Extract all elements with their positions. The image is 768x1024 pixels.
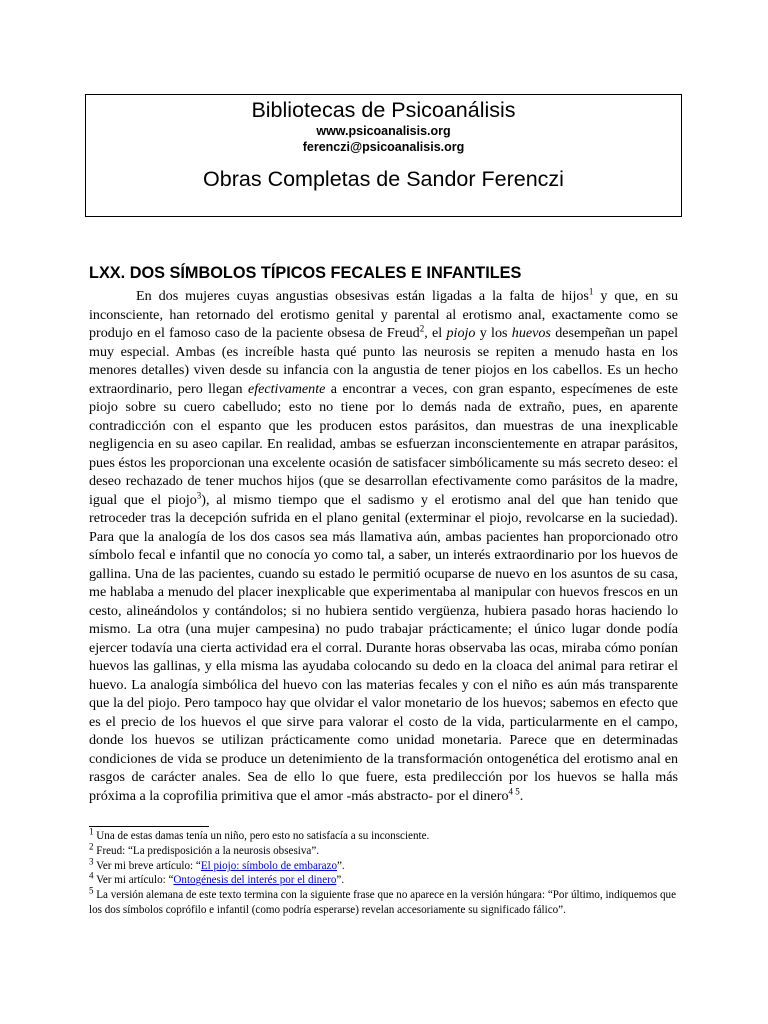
footnote-number: 4 xyxy=(89,870,94,881)
website-url[interactable]: www.psicoanalisis.org xyxy=(316,124,451,138)
chapter-title: LXX. DOS SÍMBOLOS TÍPICOS FECALES E INFANTILES xyxy=(89,264,522,282)
footnote-5 xyxy=(89,885,679,918)
footnote-ref-1[interactable]: 1 xyxy=(588,286,594,297)
library-title: Bibliotecas de Psicoanálisis xyxy=(251,98,516,122)
article-link-dinero[interactable]: Ontogénesis del interés por el dinero xyxy=(173,874,337,887)
footnote-number: 2 xyxy=(89,841,94,852)
body-text-segment: En dos mujeres cuyas angustias obsesivas están ligadas a la falta de hijos xyxy=(136,288,589,304)
footnote-4 xyxy=(89,870,679,888)
contact-email[interactable]: ferenczi@psicoanalisis.org xyxy=(302,140,465,154)
footnote-text: Ver mi breve artículo: “ xyxy=(93,859,201,872)
footnote-number: 3 xyxy=(89,855,94,866)
body-text-segment: desempeñan un papel muy especial. Ambas (es increíble hasta qué punto las neurosis se repiten a menudo hasta en los menores detalles) viven desde su infancia con la angustia de tener piojos en los cabellos. Es un hecho extraordinario, pero llegan xyxy=(89,325,679,397)
works-subtitle: Obras Completas de Sandor Ferenczi xyxy=(203,167,564,191)
body-text-segment: a encontrar a veces, con gran espanto, especímenes de este piojo sobre su cuero cabelludo; esto no tiene por lo demás nada de extraño, pues, en aparente contradicción con el espanto que les producen estos parásitos, dan muestras de una inexplicable negligencia en su aseo capilar. En realidad, ambas se esfuerzan inconscientemente en atrapar parásitos, pues éstos les proporcionan una excelente ocasión de satisfacer simbólicamente su más secreto deseo: el deseo rechazado de tener muchos hijos (que se desarrollan efectivamente como parásitos de la madre, igual que el piojo xyxy=(89,380,678,508)
footnote-text: ”. xyxy=(337,859,345,872)
footnote-2 xyxy=(89,841,679,859)
footnote-ref-2[interactable]: 2 xyxy=(419,323,425,334)
body-text-segment: y los xyxy=(475,325,512,341)
italic-word-piojo: piojo xyxy=(446,325,476,341)
footnote-text: Freud: “La predisposición a la neurosis obsesiva”. xyxy=(93,844,320,857)
footnote-1 xyxy=(89,826,679,844)
footnote-text: Una de estas damas tenía un niño, pero esto no satisfacía a su inconsciente. xyxy=(93,830,430,842)
body-text-segment: . xyxy=(519,787,524,804)
body-text-segment: y que, en su inconsciente, han retornado del erotismo genital y parental al erotismo anal, exactamente como se produjo en el famoso caso de la paciente obsesa de Freud xyxy=(89,288,678,341)
footnote-text: Ver mi artículo: “ xyxy=(93,874,174,887)
footnote-separator xyxy=(89,826,209,827)
body-text-segment: ), al mismo tiempo que el sadismo y el erotismo anal del que han tenido que retroceder tras la decepción sufrida en el plano genital (exterminar el piojo, revolcarse en la suciedad). Para que la analogía de los dos casos sea más llamativa aún, ambas pacientes han proporcionado otro símbolo fecal e infantil que no conocía yo como tal, a saber, un interés extraordinario por los huevos de gallina. Una de las pacientes, cuando su estado le permitió ocuparse de nuevo en los asuntos de su casa, me hablaba a menudo del placer inexplicable que experimentaba al manipular con huevos frescos en un cesto, alineándolos y contándolos; si no hubiera sentido vergüenza, hubiera pasado horas haciendo lo mismo. La otra (una mujer campesina) no pudo trabajar prácticamente; el único lugar donde podía ejercer todavía una cierta actividad era el corral. Durante horas observaba las ocas, miraba cómo ponían huevos las gallinas, y ella misma las ayudaba colocando su dedo en la cloaca del animal para retirar el huevo. La analogía simbólica del huevo con las materias fecales y con el niño es aún más transparente que la del piojo. Pero tampoco hay que olvidar el valor monetario de los huevos; sabemos en efecto que es el precio de los huevos el que sirve para valorar el costo de la vida, particularmente en el campo, donde los huevos se utilizan prácticamente como unidad monetaria. Parece que en determinadas condiciones de vida se produce un detenimiento de la transformación ontogenética del erotismo anal en rasgos de carácter anales. Sea de ello lo que fuere, esta predilección por los huevos se halla más próxima a la coprofilia primitiva que el amor -más abstracto- por el dinero xyxy=(89,491,678,804)
footnote-text: La versión alemana de este texto termina con la siguiente frase que no aparece en la versión húngara: “Por último, indiquemos que los dos símbolos coprófilo e infantil (como podría esperarse) revelan accesoriamente su significado fálico”. xyxy=(89,889,677,916)
footnote-3 xyxy=(89,855,679,874)
italic-word-huevos: huevos xyxy=(511,325,551,341)
footnotes xyxy=(89,826,679,918)
article-link-piojo[interactable]: El piojo: símbolo de embarazo xyxy=(200,859,337,872)
body-text-segment: , el xyxy=(424,325,447,341)
footnote-ref-4-5[interactable]: 4 5 xyxy=(508,785,520,796)
footnote-text: ”. xyxy=(336,874,345,887)
footnote-number: 5 xyxy=(89,885,94,896)
header-box xyxy=(85,94,682,217)
italic-word-efectivamente: efectivamente xyxy=(247,380,326,397)
footnote-ref-3[interactable]: 3 xyxy=(196,489,202,500)
footnote-number: 1 xyxy=(89,826,94,837)
body-paragraph xyxy=(89,287,678,805)
